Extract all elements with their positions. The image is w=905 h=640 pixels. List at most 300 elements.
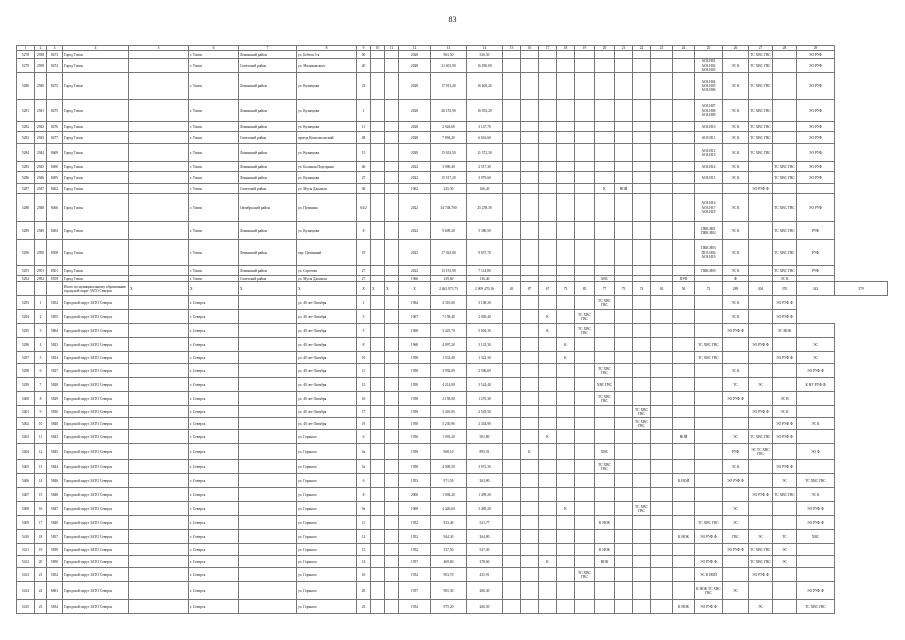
table-cell: 5404	[17, 444, 35, 460]
table-row	[17, 184, 888, 194]
table-cell: 17 023,80	[431, 240, 467, 266]
table-cell: 5402	[17, 418, 35, 430]
table-cell	[615, 194, 633, 222]
table-cell: 2952	[35, 276, 47, 282]
table-cell	[129, 266, 189, 276]
table-cell: 5852	[47, 296, 63, 310]
table-cell	[239, 582, 297, 600]
table-cell: г. Северск	[189, 600, 239, 614]
table-cell	[633, 516, 651, 530]
table-cell: ЭО РУФ	[797, 100, 835, 122]
table-cell	[651, 266, 673, 276]
table-cell: г. Томск	[189, 59, 239, 73]
table-cell	[633, 73, 651, 100]
table-row	[17, 100, 888, 122]
table-cell: ЭС	[773, 556, 797, 568]
table-cell	[749, 222, 773, 240]
table-cell	[773, 378, 797, 392]
table-cell	[539, 240, 557, 266]
table-cell: 5414	[17, 582, 35, 600]
table-cell	[695, 488, 723, 502]
table-cell: ТС ХВС ГВС	[595, 392, 615, 406]
table-cell: ЭО РУФ	[797, 51, 835, 59]
table-cell	[385, 338, 399, 352]
table-cell: 5847	[47, 502, 63, 516]
table-cell	[521, 266, 539, 276]
table-cell: ТС ХВС ГВС	[773, 488, 797, 502]
table-cell	[539, 406, 557, 418]
table-cell	[503, 194, 521, 222]
table-cell	[595, 51, 615, 59]
table-cell: X	[189, 282, 239, 296]
table-cell	[539, 460, 557, 474]
table-cell: г. Северск	[189, 418, 239, 430]
table-cell	[615, 488, 633, 502]
table-cell	[371, 544, 385, 556]
table-cell: ЭО РУФ Ф	[749, 184, 773, 194]
table-cell: АОЗ.Н04 АОЗ.Н05 АОЗ.Н06	[695, 73, 723, 100]
table-cell: ХВС ГВС	[595, 378, 615, 392]
table-cell: г. Томск	[189, 144, 239, 162]
column-header-20: 20	[595, 46, 615, 51]
table-cell	[651, 162, 673, 172]
table-cell	[695, 324, 723, 338]
table-cell: Городской округ ЗАТО Северск	[63, 530, 129, 544]
table-cell: г. Северск	[189, 324, 239, 338]
table-cell: Ленинский район	[239, 266, 297, 276]
table-cell	[615, 324, 633, 338]
table-cell	[723, 338, 749, 352]
table-cell: К	[557, 502, 575, 516]
table-cell: 7 894,20	[431, 132, 467, 144]
table-cell	[521, 488, 539, 502]
table-cell: 22	[35, 582, 47, 600]
table-cell	[385, 364, 399, 378]
table-cell: ЭО РУФ Ф	[773, 352, 797, 364]
table-cell: 5864	[47, 324, 63, 338]
table-cell	[503, 582, 521, 600]
table-cell	[723, 556, 749, 568]
table-cell: ЭО РУФ Ф	[723, 324, 749, 338]
table-cell	[633, 324, 651, 338]
table-cell: 5844	[47, 460, 63, 474]
table-cell	[385, 144, 399, 162]
table-cell: проезд Комсомольский	[297, 132, 357, 144]
table-cell: ЭС К	[723, 132, 749, 144]
table-cell: г. Северск	[189, 444, 239, 460]
table-cell: 6	[357, 430, 371, 444]
table-cell: г. Северск	[189, 338, 239, 352]
table-cell	[503, 122, 521, 132]
table-cell	[129, 73, 189, 100]
table-cell	[749, 502, 773, 516]
table-cell: 379	[835, 282, 888, 296]
table-cell	[371, 222, 385, 240]
table-cell: 2 517,30	[467, 162, 503, 172]
table-cell: г. Северск	[189, 378, 239, 392]
table-cell	[633, 430, 651, 444]
table-row	[17, 392, 888, 406]
table-cell	[385, 184, 399, 194]
table-cell: 139,60	[431, 276, 467, 282]
table-cell: НОК	[595, 556, 615, 568]
table-cell: Городской округ ЗАТО Северск	[63, 418, 129, 430]
table-cell: Городской округ ЗАТО Северск	[63, 502, 129, 516]
table-cell	[239, 352, 297, 364]
table-cell: Городской округ ЗАТО Северск	[63, 406, 129, 418]
table-cell: ЭО РУФ Ф	[797, 364, 835, 378]
table-cell: 225,50	[431, 184, 467, 194]
table-cell: ТС ХВС ГВС	[749, 132, 773, 144]
table-cell: ТС ХВС ГВС	[797, 600, 835, 614]
table-cell	[371, 582, 385, 600]
table-cell	[385, 516, 399, 530]
table-cell	[503, 474, 521, 488]
table-cell: ЭО РУФ Ф	[773, 310, 797, 324]
table-cell: 903,70	[431, 568, 467, 582]
table-cell	[521, 73, 539, 100]
table-cell	[615, 568, 633, 582]
table-cell	[503, 392, 521, 406]
table-cell	[239, 296, 297, 310]
table-cell	[651, 556, 673, 568]
table-cell	[385, 544, 399, 556]
table-cell	[633, 556, 651, 568]
table-cell: 1952	[399, 544, 431, 556]
table-cell	[129, 568, 189, 582]
table-cell	[595, 568, 615, 582]
table-cell: 5293	[17, 296, 35, 310]
table-cell: 5298	[17, 364, 35, 378]
table-cell: ЭО РУФ	[797, 194, 835, 222]
table-cell: Городской округ ЗАТО Северск	[63, 364, 129, 378]
table-cell: 1	[357, 296, 371, 310]
table-cell	[633, 100, 651, 122]
table-cell: 87	[521, 282, 539, 296]
table-cell: ул. Бебеля 3-я	[297, 51, 357, 59]
table-row	[17, 418, 888, 430]
table-cell	[651, 122, 673, 132]
table-cell	[575, 100, 595, 122]
table-cell: 2028	[399, 51, 431, 59]
table-cell	[749, 172, 773, 184]
table-cell	[723, 600, 749, 614]
table-cell: Октябрьский район	[239, 194, 297, 222]
table-cell	[633, 338, 651, 352]
table-cell: ЭС К	[723, 310, 749, 324]
table-cell: 2 049,40	[467, 310, 503, 324]
column-header-27: 27	[749, 46, 773, 51]
table-cell: 2945	[35, 162, 47, 172]
table-cell	[521, 222, 539, 240]
table-cell	[651, 222, 673, 240]
table-cell: ул. 40 лет Октября	[297, 352, 357, 364]
table-cell: 5850	[47, 556, 63, 568]
table-cell	[371, 474, 385, 488]
table-cell	[575, 556, 595, 568]
table-cell: ЭО РУФ Ф	[695, 530, 723, 544]
table-cell	[521, 324, 539, 338]
column-header-12: 12	[399, 46, 431, 51]
table-cell: ул. Горького	[297, 430, 357, 444]
table-cell	[651, 100, 673, 122]
table-cell: Городской округ ЗАТО Северск	[63, 544, 129, 556]
table-cell	[673, 418, 695, 430]
table-cell	[539, 516, 557, 530]
table-cell	[503, 324, 521, 338]
table-cell	[615, 460, 633, 474]
table-cell: 4 097,20	[431, 338, 467, 352]
table-row	[17, 406, 888, 418]
table-cell	[723, 568, 749, 582]
table-cell	[539, 488, 557, 502]
table-row	[17, 444, 888, 460]
table-cell: Ленинский район	[239, 100, 297, 122]
table-cell	[557, 530, 575, 544]
table-cell: 1 004,20	[431, 488, 467, 502]
table-cell: ТС	[723, 378, 749, 392]
table-cell	[595, 240, 615, 266]
table-cell	[557, 144, 575, 162]
table-cell	[503, 600, 521, 614]
table-cell: 3 900,40	[431, 162, 467, 172]
table-cell: 435,91	[467, 568, 503, 582]
table-cell: 5279	[17, 59, 35, 73]
table-cell: 27	[357, 266, 371, 276]
table-cell	[503, 162, 521, 172]
table-cell: г. Северск	[189, 364, 239, 378]
table-cell	[673, 122, 695, 132]
table-cell: ЭС	[797, 338, 835, 352]
table-cell: X	[357, 282, 371, 296]
table-cell: Городской округ ЗАТО Северск	[63, 310, 129, 324]
table-cell: 1952	[399, 516, 431, 530]
table-cell: 905,30	[431, 582, 467, 600]
table-cell	[539, 184, 557, 194]
table-cell: 2951	[35, 266, 47, 276]
column-header-8: 8	[297, 46, 357, 51]
table-cell: 5а	[357, 460, 371, 474]
table-cell: г. Северск	[189, 556, 239, 568]
table-cell	[539, 338, 557, 352]
table-cell	[129, 392, 189, 406]
table-cell: К	[521, 444, 539, 460]
table-cell: 5824	[47, 352, 63, 364]
table-cell	[673, 59, 695, 73]
table-cell: 5407	[17, 488, 35, 502]
table-cell: 526,50	[467, 51, 503, 59]
table-cell	[595, 530, 615, 544]
table-cell: 8	[357, 222, 371, 240]
table-cell	[385, 460, 399, 474]
table-cell	[723, 51, 749, 59]
table-cell: ЭС	[749, 600, 773, 614]
table-row	[17, 544, 888, 556]
table-cell	[371, 122, 385, 132]
table-cell	[557, 324, 575, 338]
table-cell: ТС ХВС ГВС	[773, 172, 797, 184]
table-cell: 1967	[399, 310, 431, 324]
table-cell	[129, 488, 189, 502]
table-cell	[129, 406, 189, 418]
table-cell	[673, 502, 695, 516]
table-row	[17, 282, 888, 296]
table-cell: 10	[35, 418, 47, 430]
table-cell: 50	[357, 51, 371, 59]
table-cell: Город Томск	[63, 194, 129, 222]
table-cell: 10	[357, 352, 371, 364]
table-cell	[749, 516, 773, 530]
table-cell: 266,30	[467, 582, 503, 600]
table-cell: 8475	[47, 100, 63, 122]
table-cell: 2028	[399, 100, 431, 122]
table-cell	[595, 324, 615, 338]
table-row	[17, 296, 888, 310]
table-cell	[575, 162, 595, 172]
table-cell	[773, 444, 797, 460]
table-cell	[521, 59, 539, 73]
table-cell	[17, 282, 35, 296]
table-cell: ЭО РУФ	[797, 144, 835, 162]
table-cell: 48	[357, 132, 371, 144]
table-cell: ТС ХВС ГВС	[575, 310, 595, 324]
table-cell: 5297	[17, 352, 35, 364]
table-cell: 944,30	[431, 530, 467, 544]
table-cell	[797, 184, 835, 194]
table-cell: 289	[723, 282, 749, 296]
table-cell: 19	[357, 418, 371, 430]
table-cell: 1 003,20	[431, 430, 467, 444]
table-cell: АОЗ.Н16 АОЗ.Н17 АОЗ.Н18	[695, 194, 723, 222]
table-cell: ЭО РУФ Ф	[723, 474, 749, 488]
table-cell: 16	[35, 502, 47, 516]
table-cell: 2950	[35, 240, 47, 266]
table-cell	[633, 240, 651, 266]
table-cell: ПУФ	[673, 276, 695, 282]
table-cell	[615, 418, 633, 430]
table-cell	[539, 51, 557, 59]
table-cell: ул. Горького	[297, 502, 357, 516]
table-cell	[521, 418, 539, 430]
table-cell: г. Томск	[189, 276, 239, 282]
table-cell: ЭС К	[723, 122, 749, 132]
table-cell	[385, 172, 399, 184]
column-header-25: 25	[695, 46, 723, 51]
table-cell: К НОК ТС ХВС ГВС	[695, 582, 723, 600]
table-row	[17, 430, 888, 444]
table-cell: ул. Большая Подгорная	[297, 162, 357, 172]
table-cell	[239, 502, 297, 516]
table-cell: 2948	[35, 194, 47, 222]
table-cell: 3 485,20	[467, 502, 503, 516]
table-cell	[503, 59, 521, 73]
table-cell	[673, 240, 695, 266]
table-row	[17, 73, 888, 100]
table-cell	[615, 144, 633, 162]
table-row	[17, 51, 888, 59]
table-cell	[385, 73, 399, 100]
table-cell: ЭО РУФ Ф	[695, 600, 723, 614]
table-cell: 5291	[17, 266, 35, 276]
table-cell: 4 426,60	[431, 502, 467, 516]
column-header-7: 7	[239, 46, 297, 51]
table-cell: ЭС К	[723, 59, 749, 73]
table-cell: АОЗ.Н10	[695, 122, 723, 132]
table-cell	[371, 296, 385, 310]
table-cell: 13 191,90	[431, 266, 467, 276]
table-cell: 5415	[17, 600, 35, 614]
table-cell	[35, 282, 47, 296]
table-cell	[129, 378, 189, 392]
table-cell: 2938	[35, 51, 47, 59]
table-cell: Городской округ ЗАТО Северск	[63, 556, 129, 568]
table-cell: 1958	[399, 352, 431, 364]
table-cell: 1958	[399, 418, 431, 430]
table-cell: 85	[575, 282, 595, 296]
table-cell: ул. Кузнецова	[297, 100, 357, 122]
table-cell: Городской округ ЗАТО Северск	[63, 488, 129, 502]
table-cell: г. Северск	[189, 392, 239, 406]
table-cell: 5410	[17, 530, 35, 544]
table-cell: 16 605,20	[467, 73, 503, 100]
table-cell	[239, 324, 297, 338]
table-cell	[651, 430, 673, 444]
table-cell	[239, 474, 297, 488]
table-cell	[557, 122, 575, 132]
table-row	[17, 600, 888, 614]
table-cell	[773, 59, 797, 73]
table-cell: ул. Горького	[297, 444, 357, 460]
table-cell: ЭС К	[723, 144, 749, 162]
column-header-17: 17	[539, 46, 557, 51]
table-cell	[371, 430, 385, 444]
table-cell: Ленинский район	[239, 222, 297, 240]
table-cell	[673, 172, 695, 184]
table-cell: 6 616,60	[467, 132, 503, 144]
table-cell: 9 609,20	[431, 222, 467, 240]
table-cell: ул. 40 лет Октября	[297, 378, 357, 392]
table-cell: 20	[357, 582, 371, 600]
table-cell: ул. 40 лет Октября	[297, 392, 357, 406]
table-cell: г. Томск	[189, 194, 239, 222]
table-cell	[129, 222, 189, 240]
table-cell	[371, 51, 385, 59]
table-cell	[521, 582, 539, 600]
table-cell	[371, 530, 385, 544]
table-cell	[385, 430, 399, 444]
table-cell: X	[129, 282, 189, 296]
table-cell: Город Томск	[63, 51, 129, 59]
table-cell: 3 401,05	[431, 406, 467, 418]
table-row	[17, 162, 888, 172]
table-cell	[539, 544, 557, 556]
table-cell	[129, 324, 189, 338]
table-cell: ТС ХВС ГВС	[749, 430, 773, 444]
table-cell: 5843	[47, 430, 63, 444]
table-cell: Городской округ ЗАТО Северск	[63, 474, 129, 488]
table-cell: 1958	[399, 392, 431, 406]
table-cell: Советский район	[239, 276, 297, 282]
column-header-22: 22	[633, 46, 651, 51]
table-cell: 5282	[17, 122, 35, 132]
table-cell	[503, 266, 521, 276]
table-cell: ул. Горького	[297, 556, 357, 568]
column-header-4: 4	[63, 46, 129, 51]
table-cell	[521, 194, 539, 222]
table-cell	[673, 222, 695, 240]
table-row	[17, 144, 888, 162]
table-cell	[633, 59, 651, 73]
